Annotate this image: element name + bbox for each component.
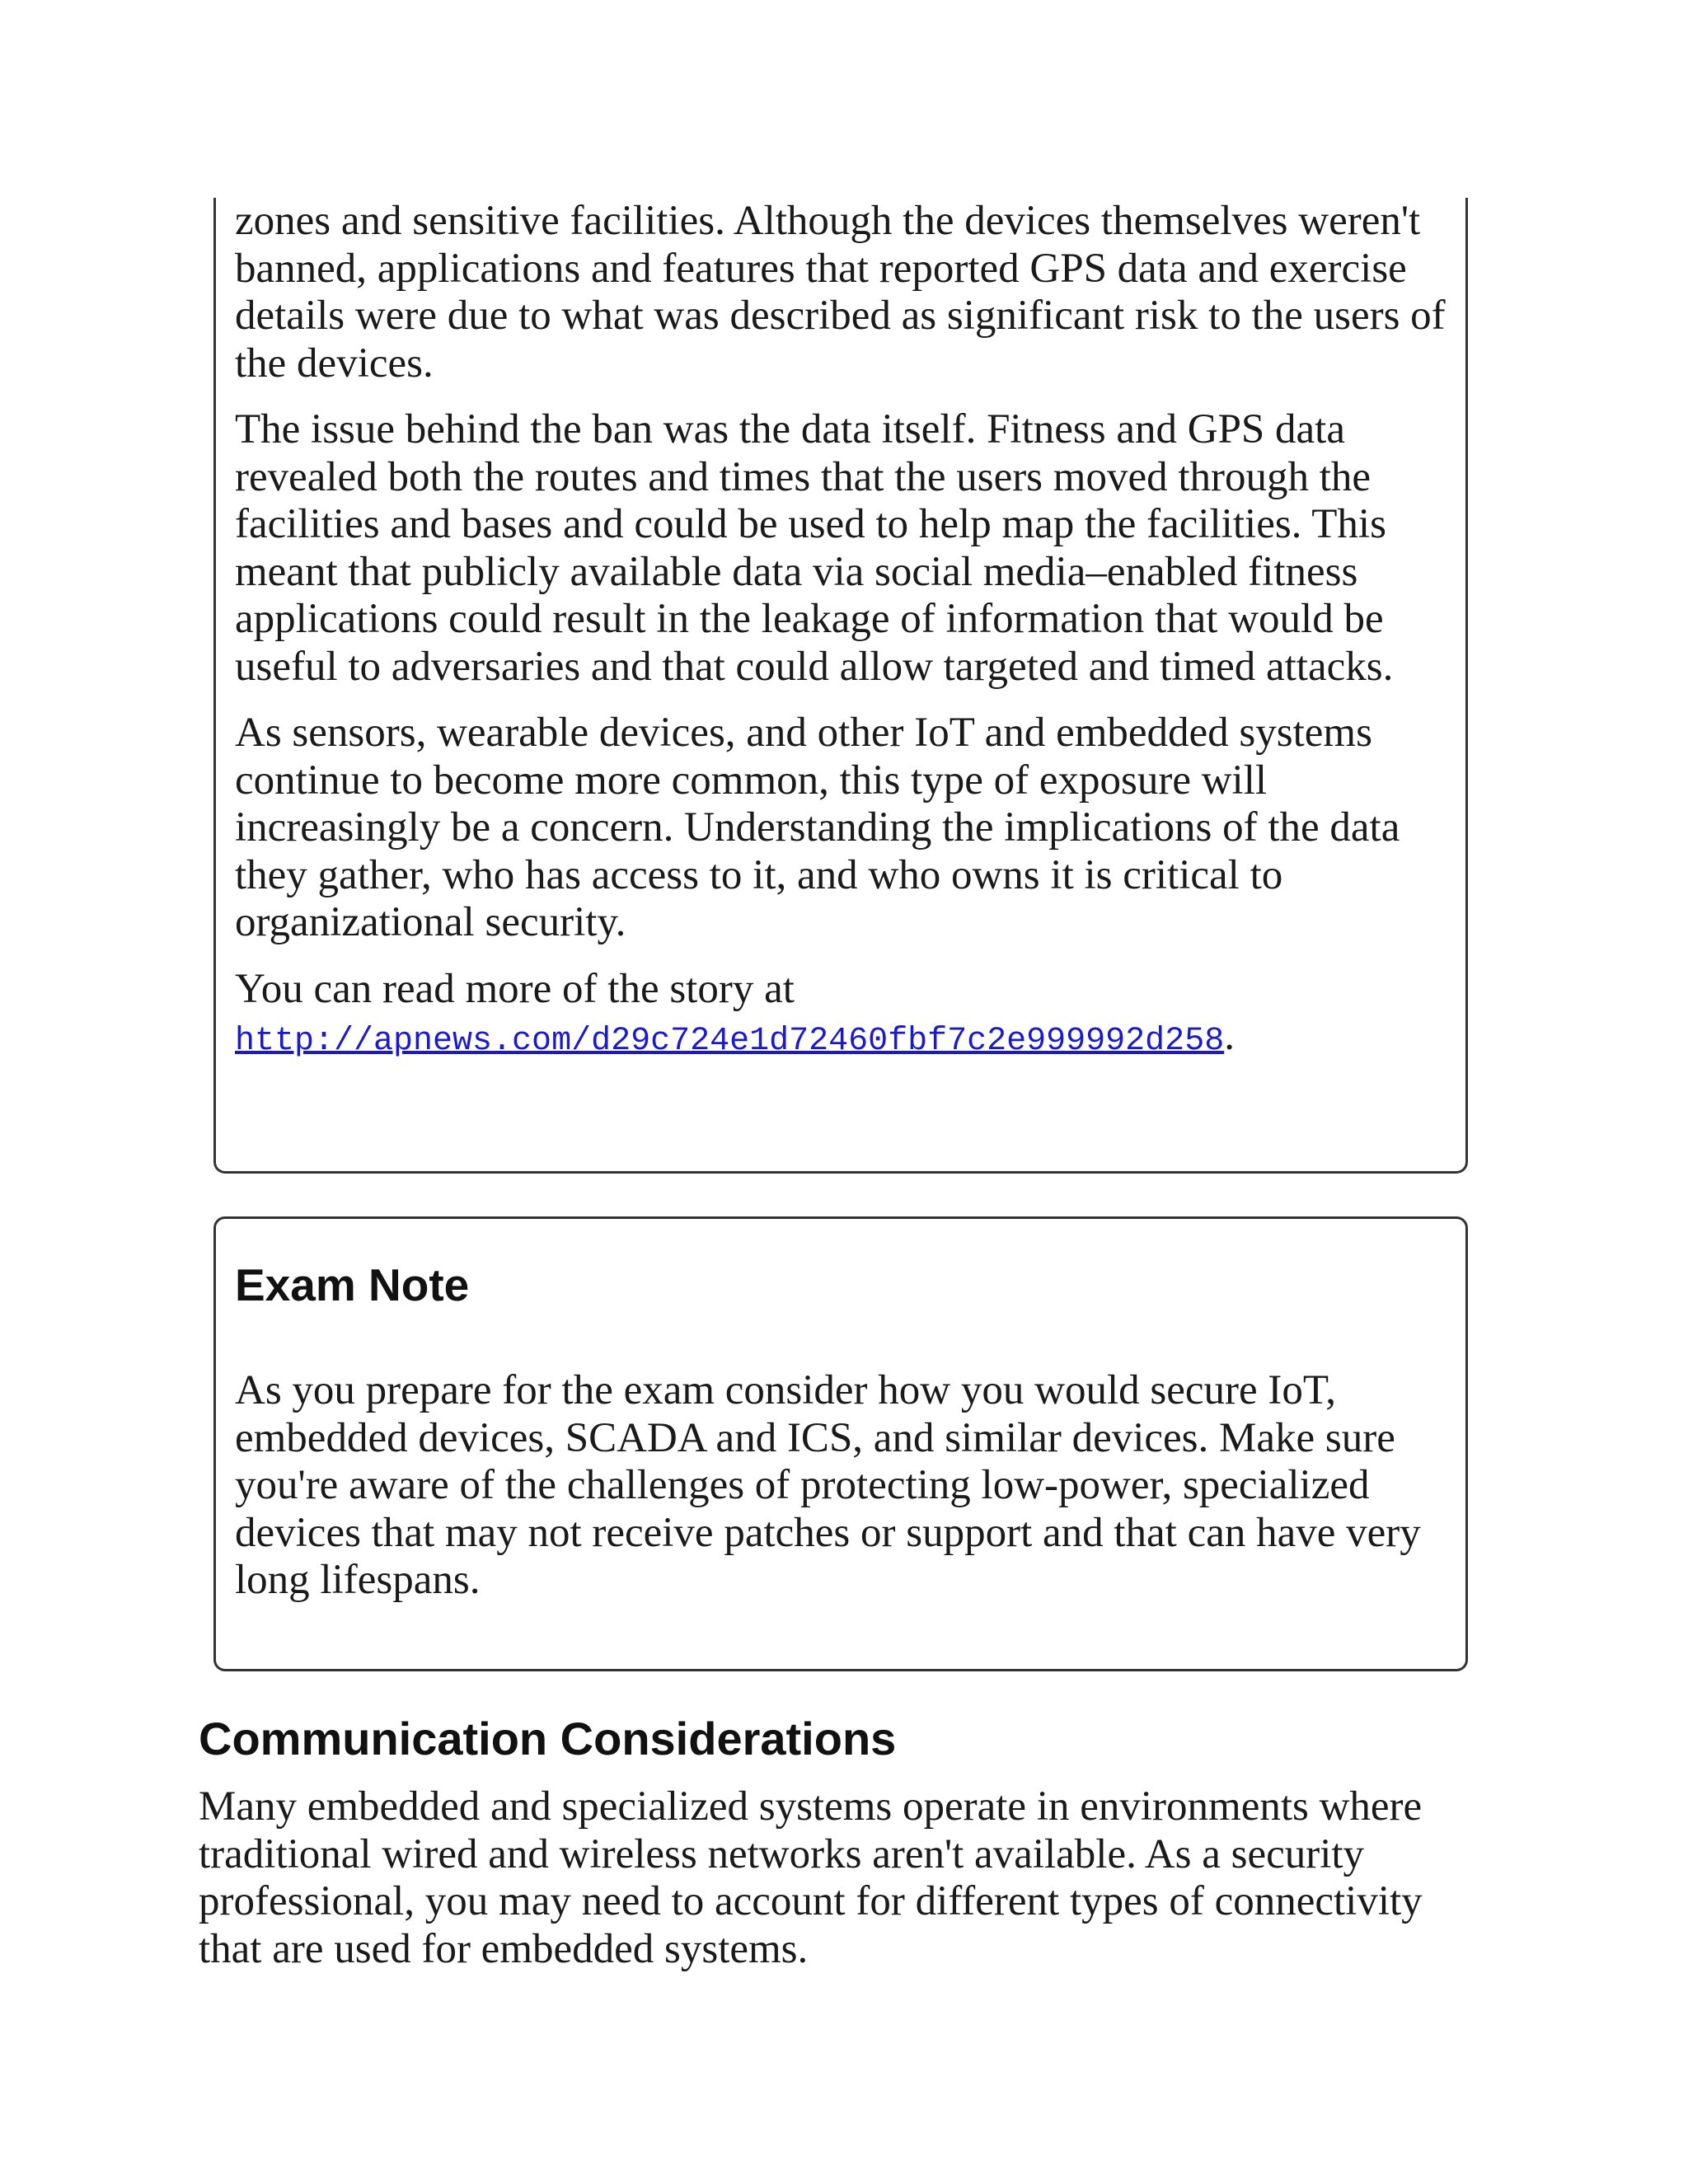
exam-note-title: Exam Note xyxy=(235,1259,470,1310)
sidebar-paragraph-2: The issue behind the ban was the data itself. Fitness and GPS data revealed both the routes and times that the users moved through the facilities and bases and could be used to help map the facilities. This meant that publicly available data via social media–enabled fitness applications could result in the leakage of information that would be useful to adversaries and that could allow targeted and timed attacks. xyxy=(235,406,1394,690)
section-heading: Communication Considerations xyxy=(199,1713,897,1765)
communication-section xyxy=(199,1713,1484,1973)
link-period: . xyxy=(1224,1013,1235,1059)
sidebar-paragraph-3: As sensors, wearable devices, and other IoT and embedded systems continue to become more common, this type of exposure will increasingly be a concern. Understanding the implications of the data they gather, who has access to it, and who owns it is critical to organizational security. xyxy=(235,710,1400,945)
read-more-paragraph xyxy=(235,966,1446,1066)
exam-note-box xyxy=(213,1216,1468,1671)
section-body: Many embedded and specialized systems operate in environments where traditional wired and wireless networks aren't available. As a security professional, you may need to account for different types of connectivity that are used for embedded systems. xyxy=(199,1783,1423,1972)
exam-note-body: As you prepare for the exam consider how you would secure IoT, embedded devices, SCADA and ICS, and similar devices. Make sure you're aware of the challenges of protecting low-power, specialized devices that may not receive patches or support and that can have very long lifespans. xyxy=(235,1367,1421,1603)
sidebar-paragraph-1: zones and sensitive facilities. Although the devices themselves weren't banned, applications and features that reported GPS data and exercise details were due to what was described as significant risk to the users of the devices. xyxy=(235,198,1446,387)
story-link[interactable]: http://apnews.com/d29c724e1d72460fbf7c2e999992d258 xyxy=(235,1023,1225,1060)
read-more-text: You can read more of the story at xyxy=(235,965,795,1012)
sidebar-box-continued xyxy=(213,198,1468,1174)
